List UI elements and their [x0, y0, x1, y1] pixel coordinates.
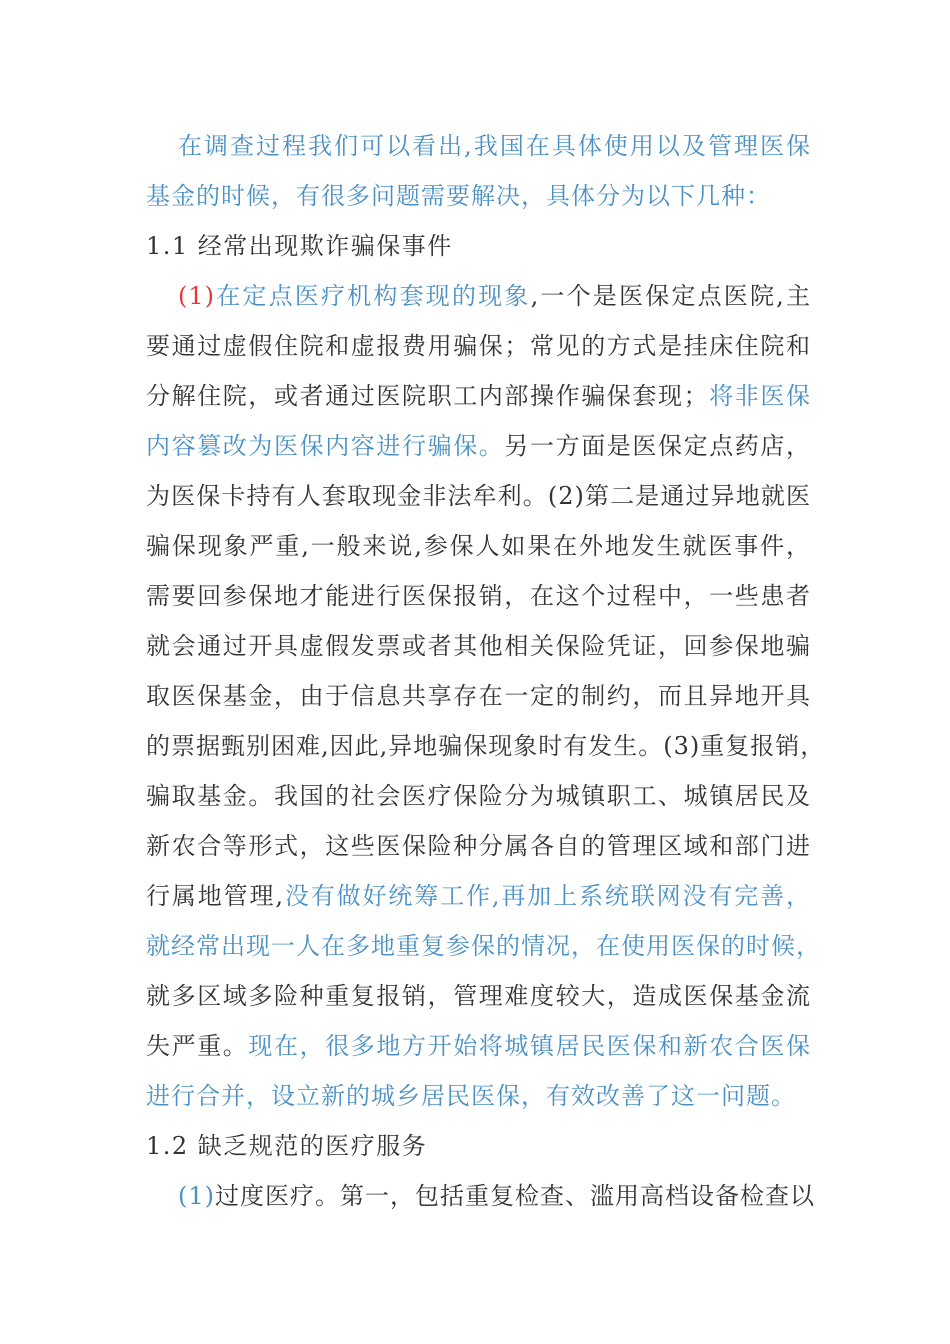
paragraph-line: [146, 1071, 811, 1121]
section-heading-1-2: [146, 1121, 811, 1171]
paragraph-line: [146, 471, 811, 521]
paragraph-line: [146, 671, 811, 721]
text-span: 进行合并，设立新的城乡居民医保，有效改善了这一问题。: [146, 1082, 796, 1110]
text-span: 内容篡改为医保内容进行骗保。: [146, 432, 505, 460]
text-span: 骗取基金。我国的社会医疗保险分为城镇职工、城镇居民及: [146, 782, 811, 810]
text-span: 新农合等形式，这些医保险种分属各自的管理区域和部门进: [146, 832, 811, 860]
paragraph-line: [146, 1171, 815, 1221]
paragraph-line: [146, 271, 811, 321]
heading-text: 1.1 经常出现欺诈骗保事件: [146, 232, 453, 260]
text-span: 失严重。: [146, 1032, 249, 1060]
paragraph-line: [146, 871, 811, 921]
paragraph-line: [146, 621, 811, 671]
text-span: 取医保基金，由于信息共享存在一定的制约，而且异地开具: [146, 682, 811, 710]
section-heading-1-1: [146, 221, 811, 271]
paragraph-line: [146, 821, 811, 871]
text-span: 就经常出现一人在多地重复参保的情况，在使用医保的时候，: [146, 932, 821, 960]
heading-text: 1.2 缺乏规范的医疗服务: [146, 1132, 428, 1160]
list-marker: (1): [178, 1182, 215, 1210]
text-span: ,一个是医保定点医院,主: [530, 282, 812, 310]
paragraph-line: [146, 121, 811, 171]
paragraph-line: [146, 721, 826, 771]
text-span: 在定点医疗机构套现的现象: [215, 282, 531, 310]
paragraph-line: [146, 421, 811, 471]
text-span: 的票据甄别困难,因此,异地骗保现象时有发生。(3)重复报销，: [146, 732, 826, 760]
paragraph-line: [146, 1021, 811, 1071]
text-span: 分解住院，或者通过医院职工内部操作骗保套现；: [146, 382, 709, 410]
text-span: 需要回参保地才能进行医保报销，在这个过程中，一些患者: [146, 582, 811, 610]
paragraph-line: [146, 921, 821, 971]
text-span: 将非医保: [708, 382, 812, 410]
text-span: 现在，很多地方开始将城镇居民医保和新农合医保: [248, 1032, 812, 1060]
text-span: 要通过虚假住院和虚报费用骗保；常见的方式是挂床住院和: [146, 332, 811, 360]
document-body: [146, 121, 826, 1221]
paragraph-line: [146, 371, 811, 421]
paragraph-line: [146, 571, 811, 621]
text-span: 基金的时候，有很多问题需要解决，具体分为以下几种：: [146, 182, 771, 210]
list-marker: (1): [178, 282, 215, 310]
paragraph-line: [146, 771, 811, 821]
text-span: 在调查过程我们可以看出,我国在具体使用以及管理医保: [178, 132, 811, 160]
text-span: 另一方面是医保定点药店，: [504, 432, 812, 460]
text-span: 就多区域多险种重复报销，管理难度较大，造成医保基金流: [146, 982, 811, 1010]
paragraph-line: [146, 321, 811, 371]
text-span: 过度医疗。第一，包括重复检查、滥用高档设备检查以: [215, 1182, 815, 1210]
text-span: 骗保现象严重,一般来说,参保人如果在外地发生就医事件，: [146, 532, 811, 560]
text-span: 行属地管理,: [146, 882, 284, 910]
text-span: 就会通过开具虚假发票或者其他相关保险凭证，回参保地骗: [146, 632, 811, 660]
paragraph-line: [146, 521, 811, 571]
text-span: 为医保卡持有人套取现金非法牟利。(2)第二是通过异地就医: [146, 482, 811, 510]
paragraph-line: [146, 971, 811, 1021]
text-span: 没有做好统筹工作,再加上系统联网没有完善，: [284, 882, 811, 910]
paragraph-line: [146, 171, 811, 221]
